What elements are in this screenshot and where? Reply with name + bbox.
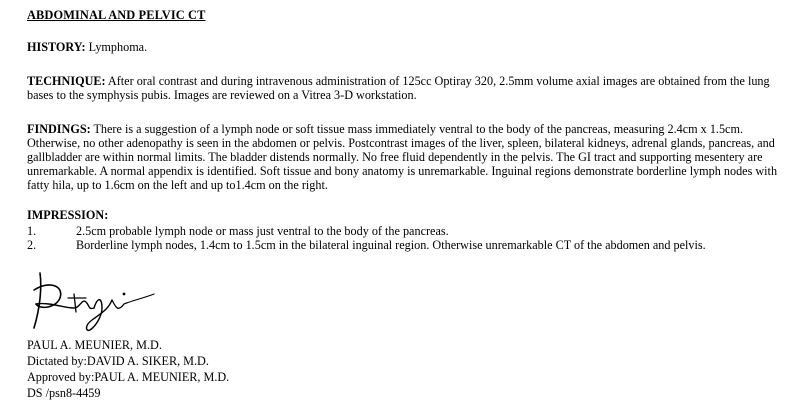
impression-list [27, 224, 767, 252]
findings-text: There is a suggestion of a lymph node or soft tissue mass immediately ventral to the body of the pancreas, measuring 2.4cm x 1.5cm. Otherwise, no other adenopathy is seen in the abdomen or pelvis. Postcontrast images of the liver, spleen, bilateral kidneys, adrenal glands, pancreas, and gallbladder are within normal limits. The bladder distends normally. No free fluid dependently in the pelvis. The GI tract and supporting mesentery are unremarkable. A normal appendix is identified. Soft tissue and bony anatomy is unremarkable. Inguinal regions demonstrate borderline lymph nodes with fatty hila, up to 1.6cm on the left and up to1.4cm on the right. [27, 122, 778, 192]
transcription-code: DS /psn8-4459 [27, 386, 101, 400]
findings-section [27, 122, 795, 192]
physician-name: PAUL A. MEUNIER, M.D. [27, 338, 162, 352]
handwritten-signature [30, 268, 160, 338]
signature-block [27, 338, 229, 402]
findings-label: FINDINGS: [27, 122, 91, 136]
impression-item-text: Borderline lymph nodes, 1.4cm to 1.5cm in the bilateral inguinal region. Otherwise unremarkable CT of the abdomen and pelvis. [76, 238, 706, 252]
impression-label: IMPRESSION: [27, 208, 109, 222]
technique-section [27, 74, 795, 102]
impression-item-number: 1. [27, 224, 37, 238]
technique-label: TECHNIQUE: [27, 74, 106, 88]
impression-item-number: 2. [27, 238, 37, 252]
technique-text: After oral contrast and during intravenous administration of 125cc Optiray 320, 2.5mm volume axial images are obtained from the lung bases to the symphysis pubis. Images are reviewed on a Vitrea 3-D workstation. [27, 74, 770, 102]
history-label: HISTORY: [27, 40, 86, 54]
impression-item [27, 238, 767, 252]
report-title: ABDOMINAL AND PELVIC CT [27, 8, 206, 22]
impression-item [27, 224, 767, 238]
history-section [27, 40, 795, 54]
approved-by: Approved by:PAUL A. MEUNIER, M.D. [27, 370, 230, 384]
history-text: Lymphoma. [85, 40, 148, 54]
impression-item-text: 2.5cm probable lymph node or mass just ventral to the body of the pancreas. [76, 224, 449, 238]
dictated-by: Dictated by:DAVID A. SIKER, M.D. [27, 354, 209, 368]
